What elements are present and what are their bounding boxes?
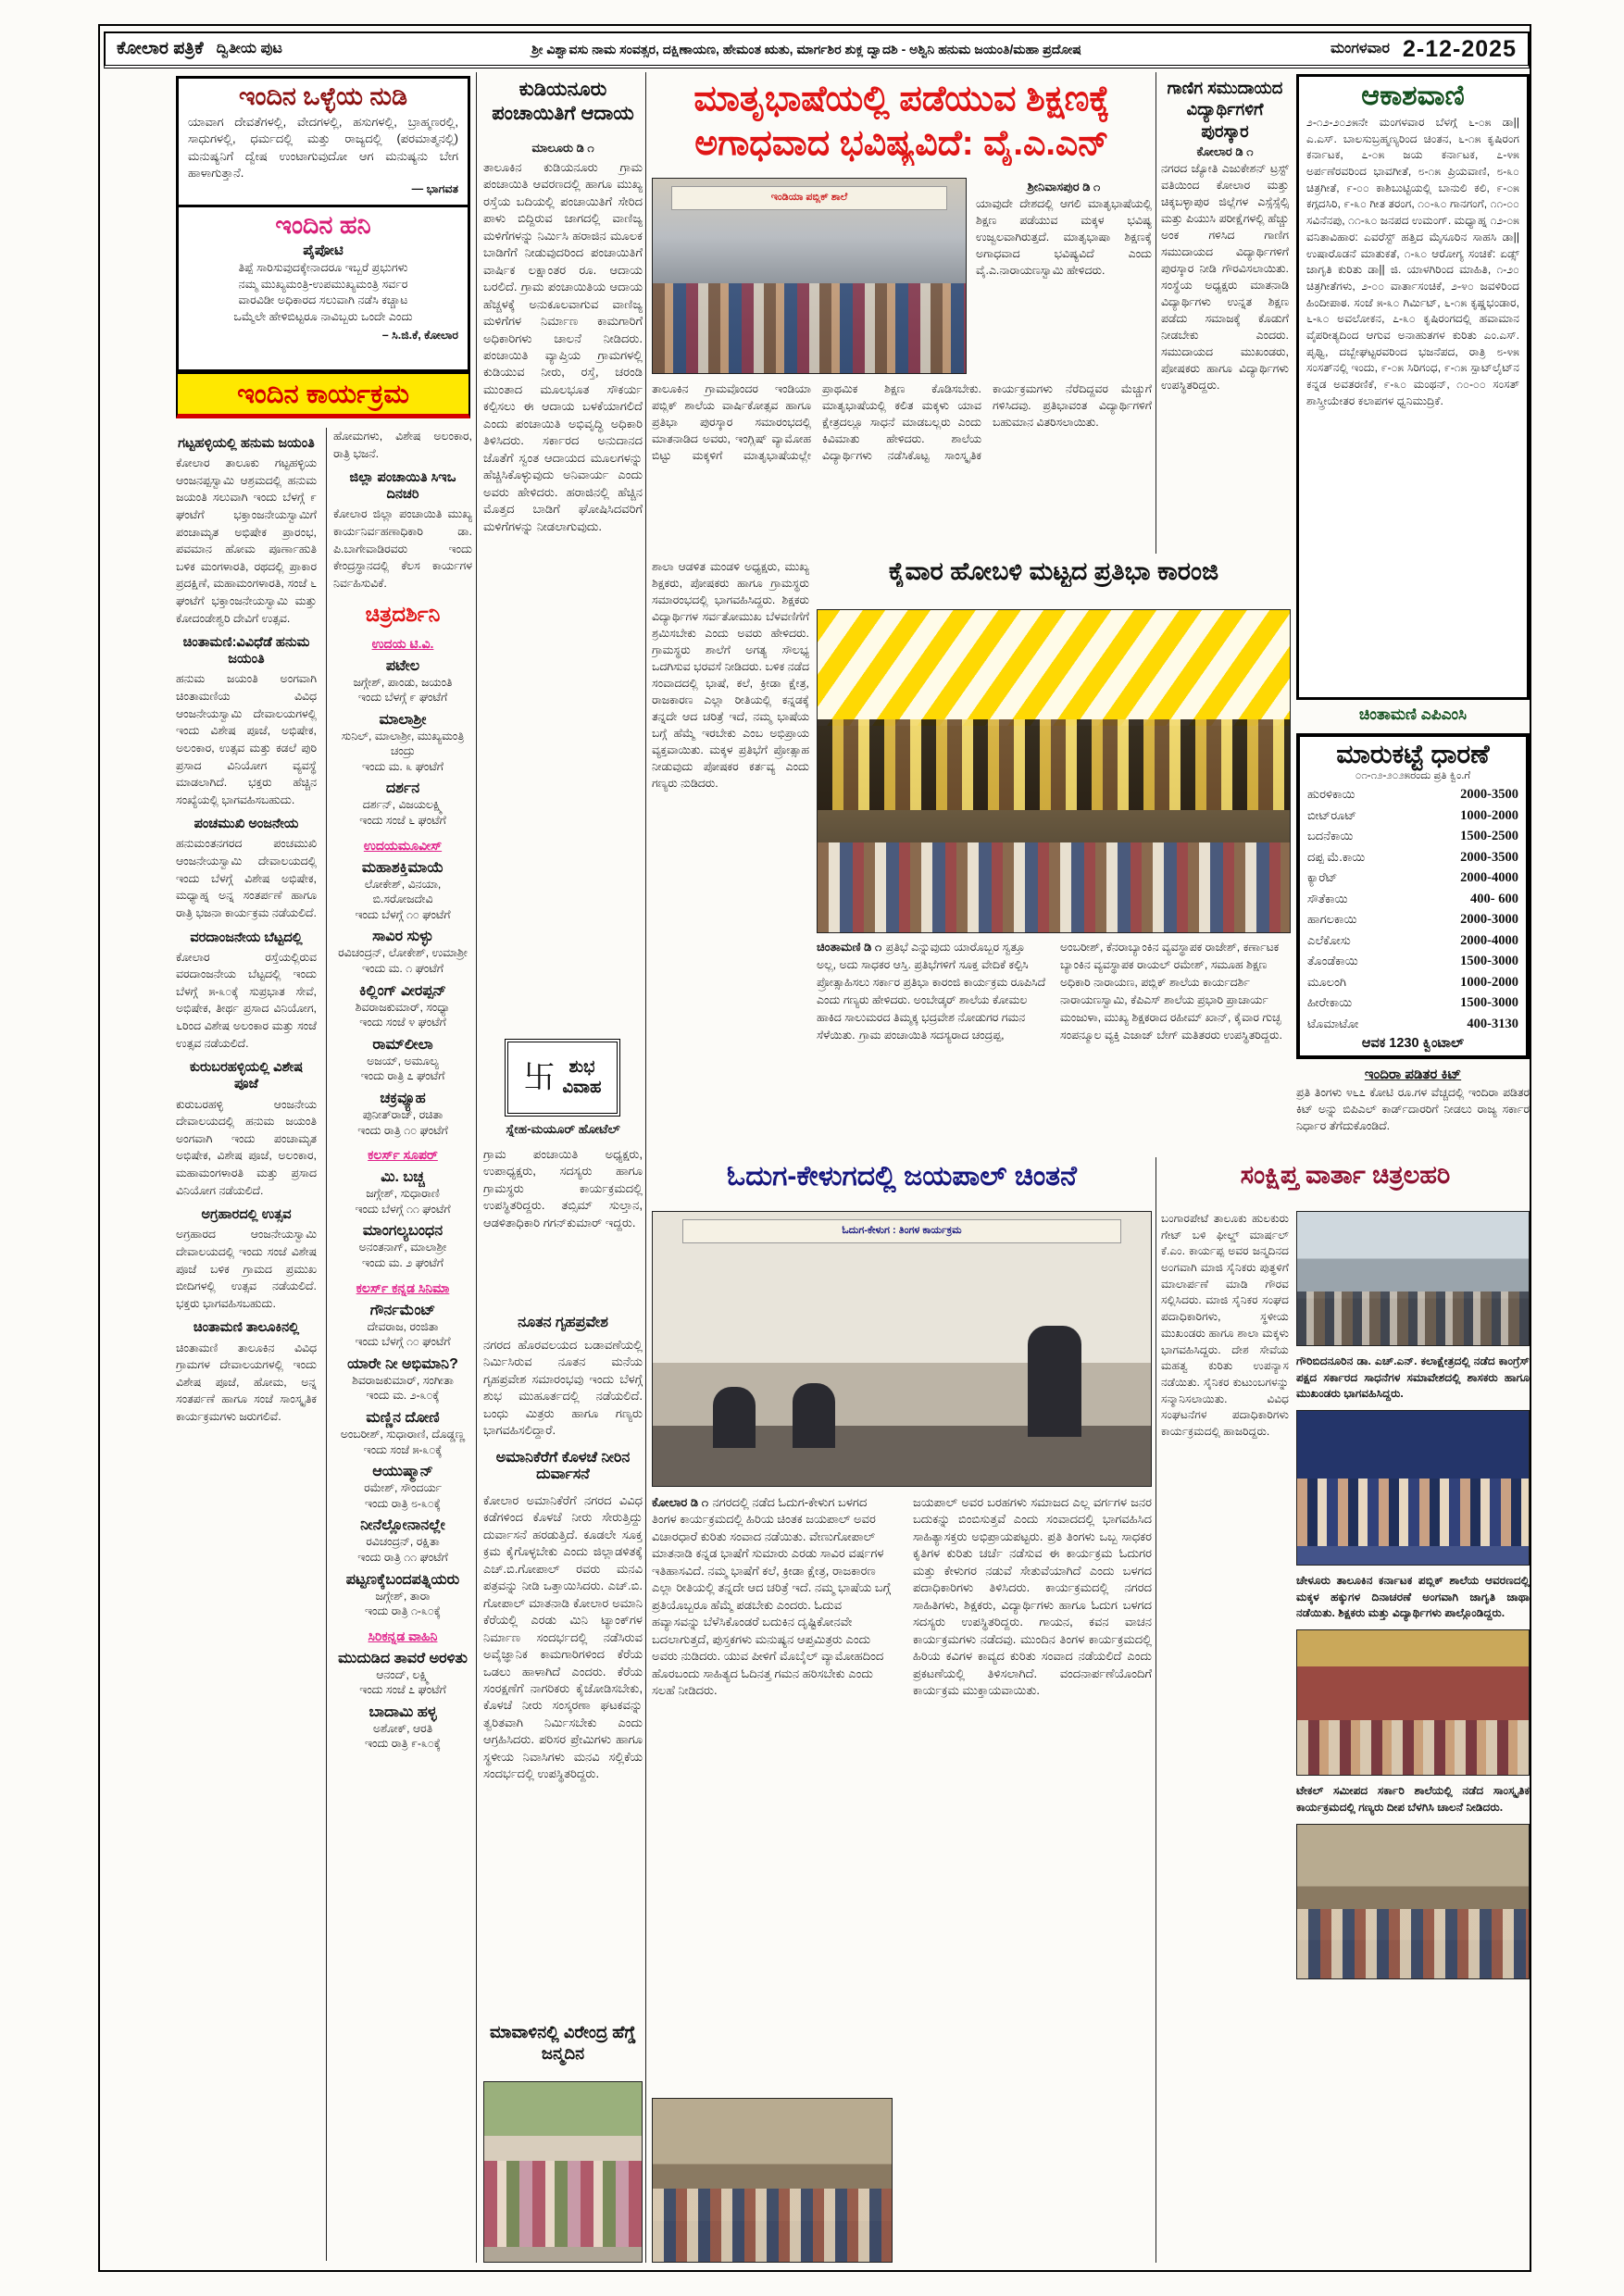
wedding-ad-box xyxy=(505,1039,620,1117)
movie-cast: ಜಗ್ಗೇಶ್, ತಾರಾ xyxy=(375,1589,431,1603)
market-row xyxy=(1307,847,1518,868)
weekday: ಮಂಗಳವಾರ xyxy=(1330,41,1391,56)
main-lead: ಯಾವುದೇ ದೇಶದಲ್ಲಿ ಆಗಲಿ ಮಾತೃಭಾಷೆಯಲ್ಲಿ ಶಿಕ್ಷಣ ಪಡೆಯುವ ಮಕ್ಕಳ ಭವಿಷ್ಯ ಉಜ್ವಲವಾಗಿರುತ್ತದೆ. ಮಾತೃಭಾಷಾ ಶಿಕ್ಷಣಕ್ಕೆ ಅಗಾಧವಾದ ಭವಿಷ್ಯವಿದೆ ಎಂದು ವೈ.ಎ.ನಾರಾಯಣಸ್ವಾಮಿ ಹೇಳಿದರು. xyxy=(976,197,1152,277)
movie-cast: ಅಂಬರೀಶ್, ಸುಧಾರಾಣಿ, ದೊಡ್ಡಣ್ಣ xyxy=(340,1427,466,1441)
samkshipta-headline: ಸಂಕ್ಷಿಪ್ತ ವಾರ್ತಾ ಚಿತ್ರಲಹರಿ xyxy=(1240,1161,1451,1189)
cinema-entry xyxy=(333,1572,472,1619)
cinema-entry xyxy=(333,929,472,976)
movie-cast: ಜಗ್ಗೇಶ್, ಪಾಂಡು, ಜಯಂತಿ xyxy=(353,675,453,689)
hani-line: ನಮ್ಮ ಮುಖ್ಯಮಂತ್ರಿ-ಉಪಮುಖ್ಯಮಂತ್ರಿ ಸರ್ವರ xyxy=(238,277,408,291)
ad-text xyxy=(563,1057,602,1097)
market-row xyxy=(1307,951,1518,972)
price-range: 2000-3000 xyxy=(1460,912,1518,927)
price-range: 1000-2000 xyxy=(1460,974,1518,990)
market-row xyxy=(1307,826,1518,847)
kudiyanur-body: ತಾಲೂಕಿನ ಕುಡಿಯನೂರು ಗ್ರಾಮ ಪಂಚಾಯಿತಿ ಆವರಣದಲ್ಲಿ ಹಾಗೂ ಮುಖ್ಯ ರಸ್ತೆಯ ಬದಿಯಲ್ಲಿ ಪಂಚಾಯಿತಿಗೆ ಸೇರಿದ ಪಾಳು ಬಿದ್ದಿರುವ ಜಾಗದಲ್ಲಿ ವಾಣಿಜ್ಯ ಮಳಿಗೆಗಳನ್ನು ನಿರ್ಮಿಸಿ ಹರಾಜಿನ ಮೂಲಕ ಬಾಡಿಗೆಗೆ ನೀಡುವುದರಿಂದ ಪಂಚಾಯಿತಿಗೆ ವಾರ್ಷಿಕ ಲಕ್ಷಾಂತರ ರೂ. ಆದಾಯ ಬರಲಿದೆ. ಗ್ರಾಮ ಪಂಚಾಯಿತಿಯ ಆದಾಯ ಹೆಚ್ಚಳಕ್ಕೆ ಅನುಕೂಲವಾಗುವ ವಾಣಿಜ್ಯ ಮಳಿಗೆಗಳ ನಿರ್ಮಾಣ ಕಾಮಗಾರಿಗೆ ಅಧಿಕಾರಿಗಳು ಚಾಲನೆ ನೀಡಿದರು. ಪಂಚಾಯಿತಿ ವ್ಯಾಪ್ತಿಯ ಗ್ರಾಮಗಳಲ್ಲಿ ಕುಡಿಯುವ ನೀರು, ರಸ್ತೆ, ಚರಂಡಿ ಮುಂತಾದ ಮೂಲಭೂತ ಸೌಕರ್ಯ ಕಲ್ಪಿಸಲು ಈ ಆದಾಯ ಬಳಕೆಯಾಗಲಿದೆ ಎಂದು ಪಂಚಾಯಿತಿ ಅಭಿವೃದ್ಧಿ ಅಧಿಕಾರಿ ತಿಳಿಸಿದರು. ಸರ್ಕಾರದ ಅನುದಾನದ ಜೊತೆಗೆ ಸ್ವಂತ ಆದಾಯದ ಮೂಲಗಳನ್ನು ಹೆಚ್ಚಿಸಿಕೊಳ್ಳುವುದು ಅನಿವಾರ್ಯ ಎಂದು ಅವರು ಹೇಳಿದರು. ಹರಾಜಿನಲ್ಲಿ ಹೆಚ್ಚಿನ ಮೊತ್ತದ ಬಾಡಿಗೆ ಘೋಷಿಸಿದವರಿಗೆ ಮಳಿಗೆಗಳನ್ನು ನೀಡಲಾಗುವುದು. xyxy=(483,160,643,533)
market-row xyxy=(1307,805,1518,827)
movie-title: ಮಣ್ಣಿನ ದೋಣಿ xyxy=(366,1409,440,1426)
price-range: 2000-4000 xyxy=(1460,932,1518,948)
balloons-strip xyxy=(818,719,1290,809)
market-rate-table xyxy=(1296,733,1530,1059)
amanikere-body: ಕೋಲಾರ ಅಮಾನಿಕೆರೆಗೆ ನಗರದ ವಿವಿಧ ಕಡೆಗಳಿಂದ ಕೊಳಚೆ ನೀರು ಸೇರುತ್ತಿದ್ದು ದುರ್ವಾಸನೆ ಹರಡುತ್ತಿದೆ. ಕೂಡಲೇ ಸೂಕ್ತ ಕ್ರಮ ಕೈಗೊಳ್ಳಬೇಕು ಎಂದು ಜಿಲ್ಲಾಡಳಿತಕ್ಕೆ ಎಚ್.ಬಿ.ಗೋಪಾಲ್ ರವರು ಮನವಿ ಪತ್ರವನ್ನು ನೀಡಿ ಒತ್ತಾಯಿಸಿದರು. ಎಚ್.ಬಿ. ಗೋಪಾಲ್ ಮಾತನಾಡಿ ಕೋಲಾರ ಅಮಾನಿ ಕೆರೆಯಲ್ಲಿ ಎರಡು ಮಿನಿ ಟ್ಯಾಂಕ್‌ಗಳ ನಿರ್ಮಾಣ ಸಂದರ್ಭದಲ್ಲಿ ನಡೆಸಿರುವ ಅವೈಜ್ಞಾನಿಕ ಕಾಮಗಾರಿಗಳಿಂದ ಕೆರೆಯ ಒಡಲು ಹಾಳಾಗಿದೆ ಎಂದರು. ಕೆರೆಯ ಸಂರಕ್ಷಣೆಗೆ ನಾಗರಿಕರು ಕೈಜೋಡಿಸಬೇಕು, ಕೊಳಚೆ ನೀರು ಸಂಸ್ಕರಣಾ ಘಟಕವನ್ನು ತ್ವರಿತವಾಗಿ ನಿರ್ಮಿಸಬೇಕು ಎಂದು ಆಗ್ರಹಿಸಿದರು. ಪರಿಸರ ಪ್ರೇಮಿಗಳು ಹಾಗೂ ಸ್ಥಳೀಯ ನಿವಾಸಿಗಳು ಮನವಿ ಸಲ್ಲಿಕೆಯ ಸಂದರ್ಭದಲ್ಲಿ ಉಪಸ್ಥಿತರಿದ್ದರು. xyxy=(483,1493,643,1781)
cinema-entry xyxy=(333,983,472,1030)
cinema-entry xyxy=(333,1223,472,1270)
kudiyanur-headline: ಕುಡಿಯನೂರು ಪಂಚಾಯಿತಿಗೆ ಆದಾಯ xyxy=(492,79,634,125)
main-article-intro xyxy=(976,178,1152,374)
cinema-channel: ಸಿರಿಕನ್ನಡ ವಾಹಿನಿ xyxy=(368,1628,438,1643)
oduga-body-right: ಜಯಪಾಲ್ ಅವರ ಬರಹಗಳು ಸಮಾಜದ ಎಲ್ಲ ವರ್ಗಗಳ ಜನರ ಬದುಕನ್ನು ಬಿಂಬಿಸುತ್ತವೆ ಎಂದು ಸಂವಾದದಲ್ಲಿ ಭಾಗವಹಿಸಿದ ಸಾಹಿತ್ಯಾಸಕ್ತರು ಅಭಿಪ್ರಾಯಪಟ್ಟರು. ಪ್ರತಿ ತಿಂಗಳು ಒಬ್ಬ ಸಾಧಕರ ಕೃತಿಗಳ ಕುರಿತು ಚರ್ಚೆ ನಡೆಸುವ ಈ ಕಾರ್ಯಕ್ರಮ ಓದುಗರ ಮತ್ತು ಕೇಳುಗರ ನಡುವೆ ಸೇತುವೆಯಾಗಿದೆ ಎಂದು ಬಳಗದ ಪದಾಧಿಕಾರಿಗಳು ತಿಳಿಸಿದರು. ಕಾರ್ಯಕ್ರಮದಲ್ಲಿ ನಗರದ ಸಾಹಿತಿಗಳು, ಶಿಕ್ಷಕರು, ವಿದ್ಯಾರ್ಥಿಗಳು ಹಾಗೂ ಓದುಗ ಬಳಗದ ಸದಸ್ಯರು ಉಪಸ್ಥಿತರಿದ್ದರು. ಗಾಯನ, ಕವನ ವಾಚನ ಕಾರ್ಯಕ್ರಮಗಳು ನಡೆದವು. ಮುಂದಿನ ತಿಂಗಳ ಕಾರ್ಯಕ್ರಮದಲ್ಲಿ ಹಿರಿಯ ಕವಿಗಳ ಕಾವ್ಯದ ಕುರಿತು ಸಂವಾದ ನಡೆಯಲಿದೆ ಎಂದು ಪ್ರಕಟಣೆಯಲ್ಲಿ ತಿಳಿಸಲಾಗಿದೆ. ವಂದನಾರ್ಪಣೆಯೊಂದಿಗೆ ಕಾರ್ಯಕ್ರಮ ಮುಕ್ತಾಯವಾಯಿತು. xyxy=(913,1495,1152,1697)
movie-cast: ಅನಂತನಾಗ್, ಮಾಲಾಶ್ರೀ xyxy=(358,1241,447,1254)
ad-line2: ವಿವಾಹ xyxy=(562,1078,602,1096)
main-body-columns: ತಾಲೂಕಿನ ಗ್ರಾಮವೊಂದರ ಇಂಡಿಯಾ ಪಬ್ಲಿಕ್ ಶಾಲೆಯ ವಾರ್ಷಿಕೋತ್ಸವ ಹಾಗೂ ಪ್ರತಿಭಾ ಪುರಸ್ಕಾರ ಸಮಾರಂಭದಲ್ಲಿ ಮಾತನಾಡಿದ ಅವರು, ಇಂಗ್ಲಿಷ್ ವ್ಯಾಮೋಹ ಬಿಟ್ಟು ಮಕ್ಕಳಿಗೆ ಮಾತೃಭಾಷೆಯಲ್ಲೇ ಪ್ರಾಥಮಿಕ ಶಿಕ್ಷಣ ಕೊಡಿಸಬೇಕು. ಮಾತೃಭಾಷೆಯಲ್ಲಿ ಕಲಿತ ಮಕ್ಕಳು ಯಾವ ಕ್ಷೇತ್ರದಲ್ಲೂ ಸಾಧನೆ ಮಾಡಬಲ್ಲರು ಎಂದು ಕಿವಿಮಾತು ಹೇಳಿದರು. ಶಾಲೆಯ ವಿದ್ಯಾರ್ಥಿಗಳು ನಡೆಸಿಕೊಟ್ಟ ಸಾಂಸ್ಕೃತಿಕ ಕಾರ್ಯಕ್ರಮಗಳು ನೆರೆದಿದ್ದವರ ಮೆಚ್ಚುಗೆ ಗಳಿಸಿದವು. ಪ್ರತಿಭಾವಂತ ವಿದ್ಯಾರ್ಥಿಗಳಿಗೆ ಬಹುಮಾನ ವಿತರಿಸಲಾಯಿತು. xyxy=(652,382,1152,462)
ad-below-line: ಸ್ನೇಹ-ಮಯೂರ್ ಹೋಟೆಲ್ xyxy=(506,1122,620,1136)
good-word-body: ಯಾವಾಗ ದೇವತೆಗಳಲ್ಲಿ, ವೇದಗಳಲ್ಲಿ, ಹಸುಗಳಲ್ಲಿ, ಬ್ರಾಹ್ಮಣರಲ್ಲಿ, ಸಾಧುಗಳಲ್ಲಿ, ಧರ್ಮದಲ್ಲಿ ಮತ್ತು ರಾಜ್ಯದಲ್ಲಿ (ಪರಮಾತ್ಮನಲ್ಲಿ) ಮನುಷ್ಯನಿಗೆ ದ್ವೇಷ ಉಂಟಾಗುವುದೋ ಆಗ ಮನುಷ್ಯನು ಬೇಗ ಹಾಳಾಗುತ್ತಾನೆ. xyxy=(188,115,458,181)
main-headline xyxy=(652,78,1152,166)
cinema-entry xyxy=(333,1356,472,1404)
crowd-strip xyxy=(1297,1292,1529,1345)
apmc-header: ಚಿಂತಾಮಣಿ ಎಪಿಎಂಸಿ xyxy=(1358,705,1468,723)
movie-time: ಇಂದು ಮ. ೨ ಘಂಟೆಗೆ xyxy=(362,1255,443,1269)
cinema-entry xyxy=(333,636,472,652)
movie-time: ಇಂದು ಮ. ೧ ಘಂಟೆಗೆ xyxy=(362,962,443,976)
column-rule xyxy=(645,72,646,2263)
gruhapravesha-heading: ನೂತನ ಗೃಹಪ್ರವೇಶ xyxy=(518,1315,608,1330)
movie-cast: ಲೋಕೇಶ್, ವಿನಯಾ, ಬಿ.ಸರೋಜದೇವಿ xyxy=(364,877,442,906)
akashavani-title: ಆಕಾಶವಾಣಿ xyxy=(1361,81,1465,111)
movie-title: ಚಕ್ರವ್ಯೂಹ xyxy=(380,1091,426,1107)
ceo-heading: ಜಿಲ್ಲಾ ಪಂಚಾಯಿತಿ ಸಿಇಒ ದಿನಚರಿ xyxy=(349,470,456,503)
market-row xyxy=(1307,992,1518,1014)
movie-cast: ಪುನೀತ್‌ರಾಜ್, ರಚಿತಾ xyxy=(362,1108,443,1122)
events-banner: ಇಂದಿನ ಕಾರ್ಯಕ್ರಮ xyxy=(176,372,470,418)
hegde-event-photo xyxy=(483,2081,643,2263)
movie-cast: ದೇವರಾಜ, ರಂಜಿತಾ xyxy=(367,1319,439,1333)
photo-caption: ಚೇಳೂರು ತಾಲೂಕಿನ ಕರ್ನಾಟಕ ಪಬ್ಲಿಕ್ ಶಾಲೆಯ ಆವರಣದಲ್ಲಿ ಮಕ್ಕಳ ಹಕ್ಕುಗಳ ದಿನಾಚರಣೆ ಅಂಗವಾಗಿ ಜಾಗೃತಿ ಜಾಥಾ ನಡೆಯಿತು. ಶಿಕ್ಷಕರು ಮತ್ತು ವಿದ್ಯಾರ್ಥಿಗಳು ಪಾಲ್ಗೊಂಡಿದ್ದರು. xyxy=(1296,1574,1530,1620)
swastika-icon: 卐 xyxy=(523,1060,556,1095)
cinema-channel: ಉದಯಮೂವೀಸ್ xyxy=(363,837,443,853)
movie-time: ಇಂದು ಮ. ೨-೩೦ಕ್ಕೆ xyxy=(366,1389,440,1403)
cinema-channel: ಉದಯ ಟಿ.ವಿ. xyxy=(371,635,434,651)
event-body: ಚಿಂತಾಮಣಿ ತಾಲೂಕಿನ ವಿವಿಧ ಗ್ರಾಮಗಳ ದೇವಾಲಯಗಳಲ್ಲಿ ಇಂದು ವಿಶೇಷ ಪೂಜೆ, ಹೋಮ, ಅನ್ನ ಸಂತರ್ಪಣೆ ಹಾಗೂ ಸಂಜೆ ಸಾಂಸ್ಕೃತಿಕ ಕಾರ್ಯಕ್ರಮಗಳು ಜರುಗಲಿವೆ. xyxy=(176,1341,317,1423)
column-rule xyxy=(476,72,477,2263)
movie-time: ಇಂದು ಸಂಜೆ ೪ ಘಂಟೆಗೆ xyxy=(359,1016,446,1029)
movie-time: ಇಂದು ಸಂಜೆ ೬ ಘಂಟೆಗೆ xyxy=(359,814,446,828)
indira-kit-section xyxy=(1296,1067,1530,1155)
speaker-figure xyxy=(1028,1326,1081,1437)
market-row xyxy=(1307,889,1518,910)
event-heading: ಚಿಂತಾಮಣಿ:ವಿವಿಧೆಡೆ ಹನುಮ ಜಯಂತಿ xyxy=(182,635,310,668)
movie-time: ಇಂದು ಬೆಳಗ್ಗೆ ೧೦ ಘಂಟೆಗೆ xyxy=(355,907,451,921)
commodity-name: ಕ್ಯಾರೆಟ್ xyxy=(1307,870,1338,884)
photo-caption: ಗೌರಿಬಿದನೂರಿನ ಡಾ. ಎಚ್.ಎನ್. ಕಲಾಕ್ಷೇತ್ರದಲ್ಲಿ ನಡೆದ ಕಾಂಗ್ರೆಸ್ ಪಕ್ಷದ ಸರ್ಕಾರದ ಸಾಧನೆಗಳ ಸಮಾವೇಶದಲ್ಲಿ ಶಾಸಕರು ಹಾಗೂ ಮುಖಂಡರು ಭಾಗವಹಿಸಿದ್ದರು. xyxy=(1296,1354,1530,1401)
commodity-name: ಹೀರೇಕಾಯಿ xyxy=(1307,995,1353,1009)
good-word-title: ಇಂದಿನ ಒಳ್ಳೆಯ ನುಡಿ xyxy=(238,82,408,110)
movie-title: ಆಯುಷ್ಮಾನ್ xyxy=(372,1464,433,1480)
event-heading: ಪಂಚಮುಖಿ ಅಂಜನೇಯ xyxy=(194,817,299,832)
movie-time: ಇಂದು ಬೆಳಗ್ಗೆ ೧೧ ಘಂಟೆಗೆ xyxy=(355,1202,451,1216)
movie-cast: ಅಶೋಕ್, ಆರತಿ xyxy=(372,1721,433,1735)
ceo-body: ಕೋಲಾರ ಜಿಲ್ಲಾ ಪಂಚಾಯಿತಿ ಮುಖ್ಯ ಕಾರ್ಯನಿರ್ವಹಣಾಧಿಕಾರಿ ಡಾ. ಪಿ.ಬಾಗೇವಾಡಿರವರು ಇಂದು ಕೇಂದ್ರಸ್ಥಾನದಲ್ಲಿ ಕೆಲಸ ಕಾರ್ಯಗಳ ನಿರ್ವಹಿಸುವಿಕೆ. xyxy=(333,507,472,590)
crowd-strip xyxy=(653,2189,892,2262)
cinema-entry xyxy=(333,1704,472,1752)
paper-name: ಕೋಲಾರ ಪತ್ರಿಕೆ xyxy=(117,39,204,58)
kaivara-body2: ಗ್ರಾಮ ಪಂಚಾಯಿತಿ ಸದಸ್ಯರಾದ ಚಂದ್ರಪ್ಪ, ಅಂಬರೀಶ್, ಕೆನರಾಬ್ಯಾಂಕಿನ ವ್ಯವಸ್ಥಾಪಕ ರಾಜೇಶ್, ಕರ್ಣಾಟಕ ಬ್ಯಾಂಕಿನ ವ್ಯವಸ್ಥಾಪಕ ರಾಯಲ್ ರಮೇಶ್, ಸಮೂಹ ಶಿಕ್ಷಣ ಅಧಿಕಾರಿ ನಾರಾಯಣ, ಪಬ್ಲಿಕ್ ಶಾಲೆಯ ಕಾರ್ಯದರ್ಶಿ ನಾರಾಯಣಸ್ವಾಮಿ, ಕೆಪಿಎಸ್ ಶಾಲೆಯ ಪ್ರಭಾರಿ ಪ್ರಾಚಾರ್ಯ ಮಂಜುಳಾ, ಮುಖ್ಯ ಶಿಕ್ಷಕರಾದ ರಹೀಮ್ ಖಾನ್, ಕೈವಾರ ಗುಚ್ಛ ಸಂಪನ್ಮೂಲ ವ್ಯಕ್ತಿ ಎಜಾಜ್ ಬೇಗ್ ಮತಿತರರು ಉಪಸ್ಥಿತರಿದ್ದರು. xyxy=(859,941,1282,1042)
movie-title: ಮುದುಡಿದ ತಾವರೆ ಅರಳಿತು xyxy=(338,1650,468,1666)
movie-cast: ಆನಂದ್, ಲಕ್ಷ್ಮಿ xyxy=(376,1667,430,1681)
crowd-strip xyxy=(1297,1720,1529,1775)
seated-figure xyxy=(713,1387,756,1448)
event-heading: ಅಗ್ರಹಾರದಲ್ಲಿ ಉತ್ಸವ xyxy=(201,1207,292,1223)
oduga-body-left-text: ನಗರದಲ್ಲಿ ನಡೆದ ಓದುಗ-ಕೇಳುಗ ಬಳಗದ ತಿಂಗಳ ಕಾರ್ಯಕ್ರಮದಲ್ಲಿ ಹಿರಿಯ ಚಿಂತಕ ಜಯಪಾಲ್ ಅವರ ವಿಚಾರಧಾರೆ ಕುರಿತು ಸಂವಾದ ನಡೆಯಿತು. ವೇಣುಗೋಪಾಲ್ ಮಾತನಾಡಿ ಕನ್ನಡ ಭಾಷೆಗೆ ಸುಮಾರು ಎರಡು ಸಾವಿರ ವರ್ಷಗಳ ಇತಿಹಾಸವಿದೆ. ನಮ್ಮ ಭಾಷೆಗೆ ಕಲೆ, ಕ್ರೀಡಾ ಕ್ಷೇತ್ರ, ರಾಜಕಾರಣ ಎಲ್ಲಾ ರೀತಿಯಲ್ಲಿ ತನ್ನದೇ ಆದ ಚರಿತ್ರೆ ಇದೆ. ನಮ್ಮ ಭಾಷೆಯ ಬಗ್ಗೆ ಪ್ರತಿಯೊಬ್ಬರೂ ಹೆಮ್ಮೆ ಪಡಬೇಕು ಎಂದರು. ಓದುವ ಹವ್ಯಾಸವನ್ನು ಬೆಳೆಸಿಕೊಂಡರೆ ಬದುಕಿನ ದೃಷ್ಟಿಕೋನವೇ ಬದಲಾಗುತ್ತದೆ, ಪುಸ್ತಕಗಳು ಮನುಷ್ಯನ ಆಪ್ತಮಿತ್ರರು ಎಂದು ಅವರು ನುಡಿದರು. ಯುವ ಪೀಳಿಗೆ ಮೊಬೈಲ್ ವ್ಯಾಮೋಹದಿಂದ ಹೊರಬಂದು ಸಾಹಿತ್ಯದ ಓದಿನತ್ತ ಗಮನ ಹರಿಸಬೇಕು ಎಂದು ಸಲಹೆ ನೀಡಿದರು. xyxy=(652,1495,892,1697)
ganiga-headline: ಗಾಣಿಗ ಸಮುದಾಯದ ವಿದ್ಯಾರ್ಥಿಗಳಿಗೆ ಪುರಸ್ಕಾರ xyxy=(1167,79,1283,141)
gruhapravesha-body: ನಗರದ ಹೊರವಲಯದ ಬಡಾವಣೆಯಲ್ಲಿ ನಿರ್ಮಿಸಿರುವ ನೂತನ ಮನೆಯ ಗೃಹಪ್ರವೇಶ ಸಮಾರಂಭವು ಇಂದು ಬೆಳಗ್ಗೆ ಶುಭ ಮುಹೂರ್ತದಲ್ಲಿ ನಡೆಯಲಿದೆ. ಬಂಧು ಮಿತ್ರರು ಹಾಗೂ ಗಣ್ಯರು ಭಾಗವಹಿಸಲಿದ್ದಾರೆ. xyxy=(483,1338,643,1438)
faces-strip xyxy=(1297,1479,1529,1546)
main-headline-line1: ಮಾತೃಭಾಷೆಯಲ್ಲಿ ಪಡೆಯುವ ಶಿಕ್ಷಣಕ್ಕೆ xyxy=(693,80,1110,119)
movie-time: ಇಂದು ಸಂಜೆ ೭ ಘಂಟೆಗೆ xyxy=(359,1683,446,1697)
commodity-name: ಸೌತೆಕಾಯಿ xyxy=(1307,891,1348,905)
crowd-strip xyxy=(484,2161,642,2247)
good-word-box xyxy=(176,76,470,207)
cinema-entry xyxy=(333,1169,472,1217)
event-body: ಅಗ್ರಹಾರದ ಆಂಜನೇಯಸ್ವಾಮಿ ದೇವಾಲಯದಲ್ಲಿ ಇಂದು ಸಂಜೆ ವಿಶೇಷ ಪೂಜೆ ಬಳಿಕ ಗ್ರಾಮದ ಪ್ರಮುಖ ಬೀದಿಗಳಲ್ಲಿ ಉತ್ಸವ ನಡೆಯಲಿದೆ. ಭಕ್ತರು ಭಾಗವಹಿಸಬಹುದು. xyxy=(176,1228,317,1310)
movie-title: ಪಟೇಲ xyxy=(385,657,420,674)
movie-time: ಇಂದು ರಾತ್ರಿ ೧೧ ಘಂಟೆಗೆ xyxy=(357,1550,448,1564)
cinema-entry xyxy=(333,1517,472,1565)
cinema-title: ಚಿತ್ರದರ್ಶಿನಿ xyxy=(365,601,441,626)
event-heading: ಗಟ್ಟಹಳ್ಳಿಯಲ್ಲಿ ಹನುಮ ಜಯಂತಿ xyxy=(178,436,315,451)
oduga-photo-banner: ಓದುಗ-ಕೇಳುಗ : ತಿಂಗಳ ಕಾರ್ಯಕ್ರಮ xyxy=(682,1219,1120,1243)
cinema-entry xyxy=(333,1651,472,1698)
ad-line1: ಶುಭ xyxy=(568,1057,595,1077)
movie-title: ಮಹಾಶಕ್ತಿಮಾಯೆ xyxy=(361,859,444,876)
cinema-entry xyxy=(333,1410,472,1457)
hani-line: ಒಮ್ಮೆಲೇ ಹೇಳಿಬಿಟ್ಟರೂ ನಾವಿಬ್ಬರು ಒಂದೇ ಎಂದು xyxy=(233,309,413,323)
movie-title: ಪಟ್ಟಣಕ್ಕೆಬಂದಪತ್ನಿಯರು xyxy=(345,1571,460,1588)
commodity-name: ಹುರಳಿಕಾಯಿ xyxy=(1307,787,1355,801)
event-item xyxy=(176,816,317,921)
street-scene-photo xyxy=(1296,1211,1530,1346)
price-range: 2000-3500 xyxy=(1460,849,1518,865)
movie-cast: ಜಗ್ಗೇಶ್, ಸುಧಾರಾಣಿ xyxy=(366,1187,440,1201)
canopy-strip xyxy=(818,610,1290,726)
event-item xyxy=(176,634,317,808)
cinema-entry xyxy=(333,1464,472,1511)
kaivara-body xyxy=(817,939,1291,1152)
event-body: ಹನುಮ ಜಯಂತಿ ಅಂಗವಾಗಿ ಚಿಂತಾಮಣಿಯ ವಿವಿಧ ಆಂಜನೇಯಸ್ವಾಮಿ ದೇವಾಲಯಗಳಲ್ಲಿ ಇಂದು ವಿಶೇಷ ಪೂಜೆ, ಅಭಿಷೇಕ, ಅಲಂಕಾರ, ಉತ್ಸವ ಮತ್ತು ಕಡಲೆ ಪುರಿ ಪ್ರಸಾದ ವಿನಿಯೋಗ ವ್ಯವಸ್ಥೆ ಮಾಡಲಾಗಿದೆ. ಭಕ್ತರು ಹೆಚ್ಚಿನ ಸಂಖ್ಯೆಯಲ್ಲಿ ಭಾಗವಹಿಸಬಹುದು. xyxy=(176,672,317,806)
oduga-headline: ಓದುಗ-ಕೇಳುಗದಲ್ಲಿ ಜಯಪಾಲ್ ಚಿಂತನೆ xyxy=(727,1161,1077,1192)
oduga-body-left xyxy=(652,1494,893,2092)
akashavani-box xyxy=(1296,74,1530,700)
photo-banner-text: ಇಂಡಿಯಾ ಪಬ್ಲಿಕ್ ಶಾಲೆ xyxy=(671,186,946,210)
kaivara-stage-photo xyxy=(817,609,1291,933)
main-dateline: ಶ್ರೀನಿವಾಸಪುರ ಡಿ ೧ xyxy=(1027,180,1101,193)
movie-title: ಸಾವಿರ ಸುಳ್ಳು xyxy=(372,929,433,945)
cinema-entry xyxy=(333,712,472,775)
cinema-entry xyxy=(333,780,472,828)
ganiga-article xyxy=(1161,78,1289,554)
hani-line: ವಾರವಿಡೀ ಅಧಿಕಾರದ ಸಲುವಾಗಿ ನಡೆಸಿ ಕಚ್ಚಾಟ xyxy=(238,293,408,307)
market-rows xyxy=(1307,784,1518,1034)
event-heading: ಚಿಂತಾಮಣಿ ತಾಲೂಕಿನಲ್ಲಿ xyxy=(193,1320,300,1336)
event-body: ಕೋಲಾರ ತಾಲೂಕು ಗಟ್ಟಹಳ್ಳಿಯ ಆಂಜನಪ್ಪಸ್ವಾಮಿ ಆಶ್ರಮದಲ್ಲಿ ಹನುಮ ಜಯಂತಿ ಸಲುವಾಗಿ ಇಂದು ಬೆಳಗ್ಗೆ ೯ ಘಂಟೆಗೆ ಭಕ್ತಾಂಜನೇಯಸ್ವಾಮಿಗೆ ಪಂಚಾಮೃತ ಅಭಿಷೇಕ ಪ್ರಾರಂಭ, ಪವಮಾನ ಹೋಮ ಪೂರ್ಣಾಹುತಿ ಬಳಿಕ ಮಂಗಳಾರತಿ, ರಥದಲ್ಲಿ ಪ್ರಾಕಾರ ಪ್ರದಕ್ಷಿಣೆ, ಮಹಾಮಂಗಳಾರತಿ, ಸಂಜೆ ೬ ಘಂಟೆಗೆ ಭಕ್ತಾಂಜನೇಯಸ್ವಾಮಿ ಮತ್ತು ಕೋದಂಡೇಶ್ವರಿ ದೇವಿಗೆ ಉತ್ಸವ. xyxy=(176,456,317,625)
movie-cast: ರವಿಚಂದ್ರನ್, ಲೋಕೇಶ್, ಉಮಾಶ್ರೀ xyxy=(338,946,468,960)
movie-time: ಇಂದು ರಾತ್ರಿ ೧೦ ಘಂಟೆಗೆ xyxy=(357,1123,448,1137)
cinema-entry xyxy=(333,1303,472,1350)
hani-box xyxy=(176,207,470,372)
hani-poem-title: ಪೈಪೋಟಿ xyxy=(303,243,344,258)
commodity-name: ಬದನೆಕಾಯಿ xyxy=(1307,829,1354,842)
movie-time: ಇಂದು ಬೆಳಗ್ಗೆ ೯ ಘಂಟೆಗೆ xyxy=(357,691,448,705)
movie-time: ಇಂದು ರಾತ್ರಿ ೮-೩೦ಕ್ಕೆ xyxy=(365,1496,441,1510)
movie-time: ಇಂದು ಸಂಜೆ ೫-೩೦ಕ್ಕೆ xyxy=(363,1442,443,1456)
oduga-secondary-photo xyxy=(652,2098,893,2263)
ganiga-body: ನಗರದ ಜ್ಯೋತಿ ಎಜುಕೇಶನ್ ಟ್ರಸ್ಟ್ ವತಿಯಿಂದ ಕೋಲಾರ ಮತ್ತು ಚಿಕ್ಕಬಳ್ಳಾಪುರ ಜಿಲ್ಲೆಗಳ ಎಸ್ಸೆಸ್ಸೆಲ್ಸಿ ಮತ್ತು ಪಿಯುಸಿ ಪರೀಕ್ಷೆಗಳಲ್ಲಿ ಹೆಚ್ಚು ಅಂಕ ಗಳಿಸಿದ ಗಾಣಿಗ ಸಮುದಾಯದ ವಿದ್ಯಾರ್ಥಿಗಳಿಗೆ ಪುರಸ್ಕಾರ ನೀಡಿ ಗೌರವಿಸಲಾಯಿತು. ಸಂಸ್ಥೆಯ ಅಧ್ಯಕ್ಷರು ಮಾತನಾಡಿ ವಿದ್ಯಾರ್ಥಿಗಳು ಉನ್ನತ ಶಿಕ್ಷಣ ಪಡೆದು ಸಮಾಜಕ್ಕೆ ಕೊಡುಗೆ ನೀಡಬೇಕು ಎಂದರು. ಸಮುದಾಯದ ಮುಖಂಡರು, ಪೋಷಕರು ಹಾಗೂ ವಿದ್ಯಾರ್ಥಿಗಳು ಉಪಸ್ಥಿತರಿದ್ದರು. xyxy=(1161,162,1289,392)
movie-title: ಮಾಲಾಶ್ರೀ xyxy=(379,711,427,728)
price-range: 1500-3000 xyxy=(1460,995,1518,1010)
date: 2-12-2025 xyxy=(1403,35,1517,62)
good-word-attribution: — ಭಾಗವತ xyxy=(411,181,458,195)
commodity-name: ಹಾಗಲಕಾಯಿ xyxy=(1307,912,1357,926)
cinema-entry xyxy=(333,1091,472,1138)
hani-attribution: – ಸಿ.ಜಿ.ಕೆ, ಕೋಲಾರ xyxy=(381,328,458,342)
movie-cast: ಶಿವರಾಜಕುಮಾರ್, ಸಂಗೀತಾ xyxy=(352,1373,454,1387)
main-headline-line2: ಅಗಾಧವಾದ ಭವಿಷ್ಯವಿದೆ: ವೈ.ಎ.ಎನ್ xyxy=(694,123,1109,163)
movie-cast: ಸುನಿಲ್, ಮಾಲಾಶ್ರೀ, ಮುಖ್ಯಮಂತ್ರಿ ಚಂದ್ರು xyxy=(341,729,465,758)
price-range: 400- 600 xyxy=(1470,891,1518,906)
market-row xyxy=(1307,930,1518,952)
cinema-entry xyxy=(333,1147,472,1163)
price-range: 2000-4000 xyxy=(1460,870,1518,885)
event-heading: ವರದಾಂಜನೇಯ ಬೆಟ್ಟದಲ್ಲಿ xyxy=(190,930,303,945)
event-item xyxy=(176,1206,317,1312)
school-group-photo xyxy=(652,178,967,374)
events-right-column xyxy=(333,428,472,2261)
movie-cast: ಅಜಯ್, ಅಮೂಲ್ಯ xyxy=(367,1054,439,1067)
market-title: ಮಾರುಕಟ್ಟೆ ಧಾರಣೆ xyxy=(1336,740,1490,768)
market-footer: ಆವಕ 1230 ಕ್ವಿಂಟಾಲ್ xyxy=(1361,1036,1465,1051)
kaivara-body1: ಪ್ರತಿಭೆ ಎನ್ನುವುದು ಯಾರೊಬ್ಬರ ಸ್ವತ್ತೂ ಅಲ್ಲ, ಅದು ಸಾಧಕರ ಆಸ್ತಿ. ಪ್ರತಿಭೆಗಳಿಗೆ ಸೂಕ್ತ ವೇದಿಕೆ ಕಲ್ಪಿಸಿ ಪ್ರೋತ್ಸಾಹಿಸಲು ಸರ್ಕಾರ ಪ್ರತಿಭಾ ಕಾರಂಜಿ ಕಾರ್ಯಕ್ರಮ ರೂಪಿಸಿದೆ ಎಂದು ಗಣ್ಯರು ಹೇಳಿದರು. ಅಂಬೇಡ್ಕರ್ ಶಾಲೆಯ ಕೋಮಲ ಹಾಕಿದ ಸಾಲುಮರದ ತಿಮ್ಮಕ್ಕ ಭದ್ರವೇಶ ನೋಡುಗರ ಗಮನ ಸೆಳೆಯಿತು. xyxy=(817,941,1046,1042)
cinema-entry xyxy=(333,1037,472,1084)
cinema-listings xyxy=(333,636,472,1753)
movie-title: ಮಾಂಗಲ್ಯಬಂಧನ xyxy=(362,1223,443,1240)
stage-event-photo xyxy=(1296,1629,1530,1776)
movie-title: ದರ್ಶನ xyxy=(385,780,420,797)
events-divider xyxy=(326,428,327,2261)
cinema-entry xyxy=(333,1628,472,1644)
events-left-column xyxy=(176,428,317,2261)
seated-figure xyxy=(793,1383,835,1448)
photo-caption: ಟೇಕಲ್ ಸಮೀಪದ ಸರ್ಕಾರಿ ಶಾಲೆಯಲ್ಲಿ ನಡೆದ ಸಾಂಸ್ಕೃತಿಕ ಕಾರ್ಯಕ್ರಮದಲ್ಲಿ ಗಣ್ಯರು ದೀಪ ಬೆಳಗಿಸಿ ಚಾಲನೆ ನೀಡಿದರು. xyxy=(1296,1784,1530,1814)
commodity-name: ಟೊಮಾಟೋ xyxy=(1307,1016,1359,1030)
market-row xyxy=(1307,784,1518,805)
price-range: 1000-2000 xyxy=(1460,807,1518,823)
students-strip xyxy=(653,283,966,373)
amanikere-heading: ಅಮಾನಿಕೆರೆಗೆ ಕೊಳಚೆ ನೀರಿನ ದುರ್ವಾಸನೆ xyxy=(495,1450,631,1482)
movie-cast: ರಮೇಶ್, ಸೌಂದರ್ಯ xyxy=(364,1481,442,1495)
kudiyanur-body2: ಗ್ರಾಮ ಪಂಚಾಯಿತಿ ಅಧ್ಯಕ್ಷರು, ಉಪಾಧ್ಯಕ್ಷರು, ಸದಸ್ಯರು ಹಾಗೂ ಗ್ರಾಮಸ್ಥರು ಕಾರ್ಯಕ್ರಮದಲ್ಲಿ ಉಪಸ್ಥಿತರಿದ್ದರು. ತಬ್ಸಿಮ್ ಸುಲ್ತಾನ, ಆಡಳಿತಾಧಿಕಾರಿ ಗಗನ್‌ಕುಮಾರ್ ಇದ್ದರು. xyxy=(483,1147,643,1229)
oduga-dateline: ಕೋಲಾರ ಡಿ ೧ xyxy=(652,1495,708,1509)
price-range: 400-3130 xyxy=(1467,1016,1518,1031)
movie-title: ರಾಮ್‌ಲೀಲಾ xyxy=(372,1036,433,1053)
cinema-channel: ಕಲರ್ಸ್ ಕನ್ನಡ ಸಿನಿಮಾ xyxy=(356,1279,450,1295)
hani-title: ಇಂದಿನ ಹನಿ xyxy=(275,211,371,239)
market-row xyxy=(1307,1014,1518,1035)
page-label: ದ್ವಿತೀಯ ಪುಟ xyxy=(216,41,282,56)
crowd-strip xyxy=(1297,1909,1529,1978)
kaivara-headline: ಕೈವಾರ ಹೋಬಳಿ ಮಟ್ಟದ ಪ್ರತಿಭಾ ಕಾರಂಜಿ xyxy=(888,557,1219,585)
event-body: ಕೋಲಾರ ರಸ್ತೆಯಲ್ಲಿರುವ ವರದಾಂಜನೇಯ ಬೆಟ್ಟದಲ್ಲಿ ಇಂದು ಬೆಳಗ್ಗೆ ೫-೩೦ಕ್ಕೆ ಸುಪ್ರಭಾತ ಸೇವೆ, ಅಭಿಷೇಕ, ತೀರ್ಥ ಪ್ರಸಾದ ವಿನಿಯೋಗ, ೬ರಿಂದ ವಿಶೇಷ ಅಲಂಕಾರ ಮತ್ತು ಸಂಜೆ ಉತ್ಸವ ನಡೆಯಲಿದೆ. xyxy=(176,950,317,1050)
event-item xyxy=(176,1319,317,1425)
masthead xyxy=(104,31,1530,69)
people-strip xyxy=(818,842,1290,932)
akashavani-schedule: ೨-೧೨-೨೦೨೫ನೇ ಮಂಗಳವಾರ ಬೆಳಗ್ಗೆ ೬-೦೫ ಡಾ|| ಎ.ಎಸ್. ಬಾಲಸುಬ್ರಹ್ಮಣ್ಯರಿಂದ ಚಿಂತನ, ೬-೧೫ ಕೃಷಿರಂಗ ಕರ್ನಾಟಕ, ೭-೦೫ ಜಯ ಕರ್ನಾಟಕ, ೭-೪೫ ಅರ್ಪಣೆರವರಿಂದ ಭಾವಗೀತೆ, ೮-೧೫ ಪ್ರಿಯವಾಣಿ, ೮-೩೦ ಚಿತ್ರಗೀತೆ, ೯-೦೦ ಕಾಶಿಬುಟ್ಟಿಯಲ್ಲಿ ಬಾನುಲಿ ಕಲಿ, ೯-೦೫ ಕಗ್ಗದಸಿರಿ, ೯-೩೦ ಗೀತ ತರಂಗ, ೧೦-೩೦ ಗಾನಗಂಗೆ, ೧೧-೦೦ ಸವಿನೆನಪು, ೧೧-೩೦ ಜನಪದ ಉಮಂಗ್. ಮಧ್ಯಾಹ್ನ ೧೨-೦೫ ವನಿತಾವಿಹಾರ: ಎವರೆಸ್ಟ್ ಹತ್ತಿದ ಮೈಸೂರಿನ ಸಾಹಸಿ ಡಾ||ಉಷಾರೊಡನೆ ಮಾತುಕತೆ, ೧-೩೦ ಆರೋಗ್ಯ ಸಂಚಿಕೆ: ಏಡ್ಸ್ ಜಾಗೃತಿ ಕುರಿತು ಡಾ|| ಜಿ. ಯಾಳಗಿರಿಂದ ಮಾಹಿತಿ, ೧-೨೦ ಚಿತ್ರಗೀತೆಗಳು, ೨-೦೦ ವಾರ್ತಾಸಂಚಿಕೆ, ೨-೪೦ ಜವಳಿರಿಂದ ಹಿಂದೀಪಾಠ. ಸಂಜೆ ೫-೩೦ ಗಿರ್ಮಿಟ್, ೬-೧೫ ಕೃಷ್ಣಭಂಡಾರ, ೬-೩೦ ಅವಲೋಕನ, ೭-೩೦ ಕೃಷಿರಂಗದಲ್ಲಿ ಹವಾಮಾನ ವೈಪರೀತ್ಯದಿಂದ ಆಗುವ ಅನಾಹುತಗಳ ಕುರಿತು ಎಂ.ಎಸ್. ಪೃಥ್ವಿ, ದಬ್ಬೇಘಟ್ಟರವರಿಂದ ಭಜನೆಪದ, ರಾತ್ರಿ ೮-೪೫ ಸಂಸತ್‌ನಲ್ಲಿ ಇಂದು, ೯-೦೫ ಸಿರಿಗಂಧ, ೯-೧೫ ಸ್ಪಾಟ್‌ಲೈಟ್‌ನ ಕನ್ನಡ ಅವತರಣಿಕೆ, ೯-೩೦ ಮಂಥನ್, ೧೦-೦೦ ಸಂಸತ್ ಶಾಸ್ತ್ರೀಯೇತರ ಕಲಾಪಗಳ ಧ್ವನಿಮುದ್ರಿಕೆ. xyxy=(1306,116,1519,407)
event-item xyxy=(176,1059,317,1199)
event-item xyxy=(176,435,317,627)
kudiyanur-dateline: ಮಾಲೂರು ಡಿ ೧ xyxy=(531,141,594,155)
movie-title: ಗೌರ್ನಮೆಂಟ್ xyxy=(369,1302,436,1318)
price-range: 1500-3000 xyxy=(1460,954,1518,968)
event-item xyxy=(176,930,317,1053)
main-body-tail: ಶಾಲಾ ಆಡಳಿತ ಮಂಡಳಿ ಅಧ್ಯಕ್ಷರು, ಮುಖ್ಯ ಶಿಕ್ಷಕರು, ಪೋಷಕರು ಹಾಗೂ ಗ್ರಾಮಸ್ಥರು ಸಮಾರಂಭದಲ್ಲಿ ಭಾಗವಹಿಸಿದ್ದರು. ಶಿಕ್ಷಕರು ವಿದ್ಯಾರ್ಥಿಗಳ ಸರ್ವತೋಮುಖ ಬೆಳವಣಿಗೆಗೆ ಶ್ರಮಿಸಬೇಕು ಎಂದು ಅವರು ಹೇಳಿದರು. ಗ್ರಾಮಸ್ಥರು ಶಾಲೆಗೆ ಅಗತ್ಯ ಸೌಲಭ್ಯ ಒದಗಿಸುವ ಭರವಸೆ ನೀಡಿದರು. ಬಳಿಕ ನಡೆದ ಸಂವಾದದಲ್ಲಿ ಭಾಷೆ, ಕಲೆ, ಕ್ರೀಡಾ ಕ್ಷೇತ್ರ, ರಾಜಕಾರಣ ಎಲ್ಲಾ ರೀತಿಯಲ್ಲಿ ಕನ್ನಡಕ್ಕೆ ತನ್ನದೇ ಆದ ಚರಿತ್ರೆ ಇದೆ, ನಮ್ಮ ಭಾಷೆಯ ಬಗ್ಗೆ ಹೆಮ್ಮೆ ಇರಬೇಕು ಎಂಬ ಅಭಿಪ್ರಾಯ ವ್ಯಕ್ತವಾಯಿತು. ಮಕ್ಕಳ ಪ್ರತಿಭೆಗೆ ಪ್ರೋತ್ಸಾಹ ನೀಡುವುದು ಪೋಷಕರ ಕರ್ತವ್ಯ ಎಂದು ಗಣ್ಯರು ನುಡಿದರು. xyxy=(652,560,809,790)
samkshipta-photo-stack xyxy=(1296,1211,1530,2263)
cinema-entry xyxy=(333,860,472,923)
kaivara-dateline: ಚಿಂತಾಮಣಿ ಡಿ ೧ xyxy=(817,940,882,954)
commodity-name: ಬೀಟ್‌ರೂಟ್ xyxy=(1307,807,1357,822)
movie-cast: ರವಿಚಂದ್ರನ್, ರಕ್ಷಿತಾ xyxy=(366,1535,440,1549)
movie-cast: ಶಿವರಾಜಕುಮಾರ್, ಸಂಧ್ಯಾ xyxy=(355,1000,451,1014)
movie-time: ಇಂದು ರಾತ್ರಿ ೭ ಘಂಟೆಗೆ xyxy=(360,1069,445,1083)
price-range: 2000-3500 xyxy=(1460,787,1518,802)
commodity-name: ಮೂಲಂಗಿ xyxy=(1307,974,1346,989)
oduga-event-photo xyxy=(652,1211,1152,1487)
hani-line: ತಿಪ್ಪೆ ಸಾರಿಸುವುದಕ್ಕೇನಾದರೂ ಇಬ್ಬರೆ ಪ್ರಭುಗಳು xyxy=(238,261,408,274)
movie-cast: ದರ್ಶನ್, ವಿಜಯಲಕ್ಷ್ಮಿ xyxy=(362,798,443,812)
market-row xyxy=(1307,867,1518,889)
commodity-name: ದಪ್ಪ ಮೆ.ಕಾಯಿ xyxy=(1307,849,1366,864)
movie-time: ಇಂದು ಬೆಳಗ್ಗೆ ೧೦ ಘಂಟೆಗೆ xyxy=(355,1335,451,1349)
movie-title: ಕಿಲ್ಲಿಂಗ್ ವೀರಪ್ಪನ್ xyxy=(359,982,446,999)
movie-time: ಇಂದು ರಾತ್ರಿ ೧-೩೦ಕ್ಕೆ xyxy=(365,1604,441,1618)
almanac-line: ಶ್ರೀ ವಿಶ್ವಾವಸು ನಾಮ ಸಂವತ್ಸರ, ದಕ್ಷಿಣಾಯಣ, ಹೇಮಂತ ಋತು, ಮಾರ್ಗಶಿರ ಶುಕ್ಲ ದ್ವಾದಶಿ - ಅಶ್ವಿನಿ ಹನುಮ ಜಯಂತಿ/ಮಹಾ ಪ್ರದೋಷ xyxy=(531,41,1081,56)
movie-time: ಇಂದು ರಾತ್ರಿ ೯-೩೦ಕ್ಕೆ xyxy=(365,1737,441,1751)
market-subtitle: ೦೧-೧೨-೨೦೨೫ರಂದು ಪ್ರತಿ ಕ್ವಿಂ.ಗೆ xyxy=(1355,770,1471,781)
market-row xyxy=(1307,909,1518,930)
cinema-entry xyxy=(333,1280,472,1296)
commodity-name: ಎಲೆಕೋಸು xyxy=(1307,932,1351,947)
movie-title: ಬಾದಾಮಿ ಹಳ್ಳ xyxy=(369,1703,437,1720)
price-range: 1500-2500 xyxy=(1460,829,1518,843)
event-heading: ಕುರುಬರಹಳ್ಳಿಯಲ್ಲಿ ವಿಶೇಷ ಪೂಜೆ xyxy=(189,1060,304,1092)
cinema-entry xyxy=(333,658,472,705)
event-body: ಹನುಮಂತನಗರದ ಪಂಚಮುಖಿ ಆಂಜನೇಯಸ್ವಾಮಿ ದೇವಾಲಯದಲ್ಲಿ ಇಂದು ಬೆಳಗ್ಗೆ ವಿಶೇಷ ಅಭಿಷೇಕ, ಮಧ್ಯಾಹ್ನ ಅನ್ನ ಸಂತರ್ಪಣೆ ಹಾಗೂ ರಾತ್ರಿ ಭಜನಾ ಕಾರ್ಯಕ್ರಮ ನಡೆಯಲಿದೆ. xyxy=(176,837,317,919)
indira-kit-heading: ಇಂದಿರಾ ಪಡಿತರ ಕಿಟ್ xyxy=(1364,1067,1462,1082)
movie-title: ಯಾರೇ ನೀ ಅಭಿಮಾನಿ? xyxy=(347,1355,458,1372)
group-photo-blue xyxy=(1296,1410,1530,1566)
gathering-photo xyxy=(1296,1824,1530,1979)
cinema-entry xyxy=(333,838,472,854)
market-row xyxy=(1307,972,1518,993)
ganiga-dateline: ಕೋಲಾರ ಡಿ ೧ xyxy=(1196,144,1254,159)
movie-title: ನೀನೆಲ್ಲೋನಾನಲ್ಲೇ xyxy=(360,1517,445,1534)
samkshipta-caption-left: ಬಂಗಾರಪೇಟೆ ತಾಲೂಕು ಹುಲಕುರು ಗೇಟ್ ಬಳಿ ಫೀಲ್ಡ್ ಮಾರ್ಷಲ್ ಕೆ.ಎಂ. ಕಾರ್ಯಪ್ಪ ಅವರ ಜನ್ಮದಿನದ ಅಂಗವಾಗಿ ಮಾಜಿ ಸೈನಿಕರು ಪುತ್ಥಳಿಗೆ ಮಾಲಾರ್ಪಣೆ ಮಾಡಿ ಗೌರವ ಸಲ್ಲಿಸಿದರು. ಮಾಜಿ ಸೈನಿಕರ ಸಂಘದ ಪದಾಧಿಕಾರಿಗಳು, ಸ್ಥಳೀಯ ಮುಖಂಡರು ಹಾಗೂ ಶಾಲಾ ಮಕ್ಕಳು ಭಾಗವಹಿಸಿದ್ದರು. ದೇಶ ಸೇವೆಯ ಮಹತ್ವ ಕುರಿತು ಉಪನ್ಯಾಸ ನಡೆಯಿತು. ಸೈನಿಕರ ಕುಟುಂಬಗಳನ್ನು ಸನ್ಮಾನಿಸಲಾಯಿತು. ವಿವಿಧ ಸಂಘಟನೆಗಳ ಪದಾಧಿಕಾರಿಗಳು ಕಾರ್ಯಕ್ರಮದಲ್ಲಿ ಹಾಜರಿದ್ದರು. xyxy=(1161,1212,1289,1438)
events-lead: ಹೋಮಗಳು, ವಿಶೇಷ ಅಲಂಕಾರ, ರಾತ್ರಿ ಭಜನೆ. xyxy=(333,430,472,460)
event-body: ಕುರುಬರಹಳ್ಳಿ ಆಂಜನೇಯ ದೇವಾಲಯದಲ್ಲಿ ಹನುಮ ಜಯಂತಿ ಅಂಗವಾಗಿ ಇಂದು ಪಂಚಾಮೃತ ಅಭಿಷೇಕ, ವಿಶೇಷ ಪೂಜೆ, ಅಲಂಕಾರ, ಮಹಾಮಂಗಳಾರತಿ ಮತ್ತು ಪ್ರಸಾದ ವಿನಿಯೋಗ ನಡೆಯಲಿದೆ. xyxy=(176,1097,317,1197)
movie-title: ಮಿ. ಬಚ್ಚ xyxy=(381,1169,425,1186)
cinema-channel: ಕಲರ್ಸ್ ಸೂಪರ್ xyxy=(368,1147,438,1163)
movie-time: ಇಂದು ಮ. ೩ ಘಂಟೆಗೆ xyxy=(362,759,443,773)
commodity-name: ತೊಂಡೆಕಾಯಿ xyxy=(1307,954,1358,967)
indira-kit-body: ಪ್ರತಿ ತಿಂಗಳು ೪೬೭ ಕೋಟಿ ರೂ.ಗಳ ವೆಚ್ಚದಲ್ಲಿ ಇಂದಿರಾ ಪಡಿತರ ಕಿಟ್ ಅನ್ನು ಬಿಪಿಎಲ್ ಕಾರ್ಡ್‌ದಾರರಿಗೆ ನೀಡಲು ರಾಜ್ಯ ಸರ್ಕಾರ ನಿರ್ಧಾರ ತೆಗೆದುಕೊಂಡಿದೆ. xyxy=(1296,1086,1530,1132)
hegde-headline: ಮಾವಾಳಿನಲ್ಲಿ ವಿರೇಂದ್ರ ಹೆಗ್ಡೆ ಜನ್ಮದಿನ xyxy=(490,2023,636,2064)
